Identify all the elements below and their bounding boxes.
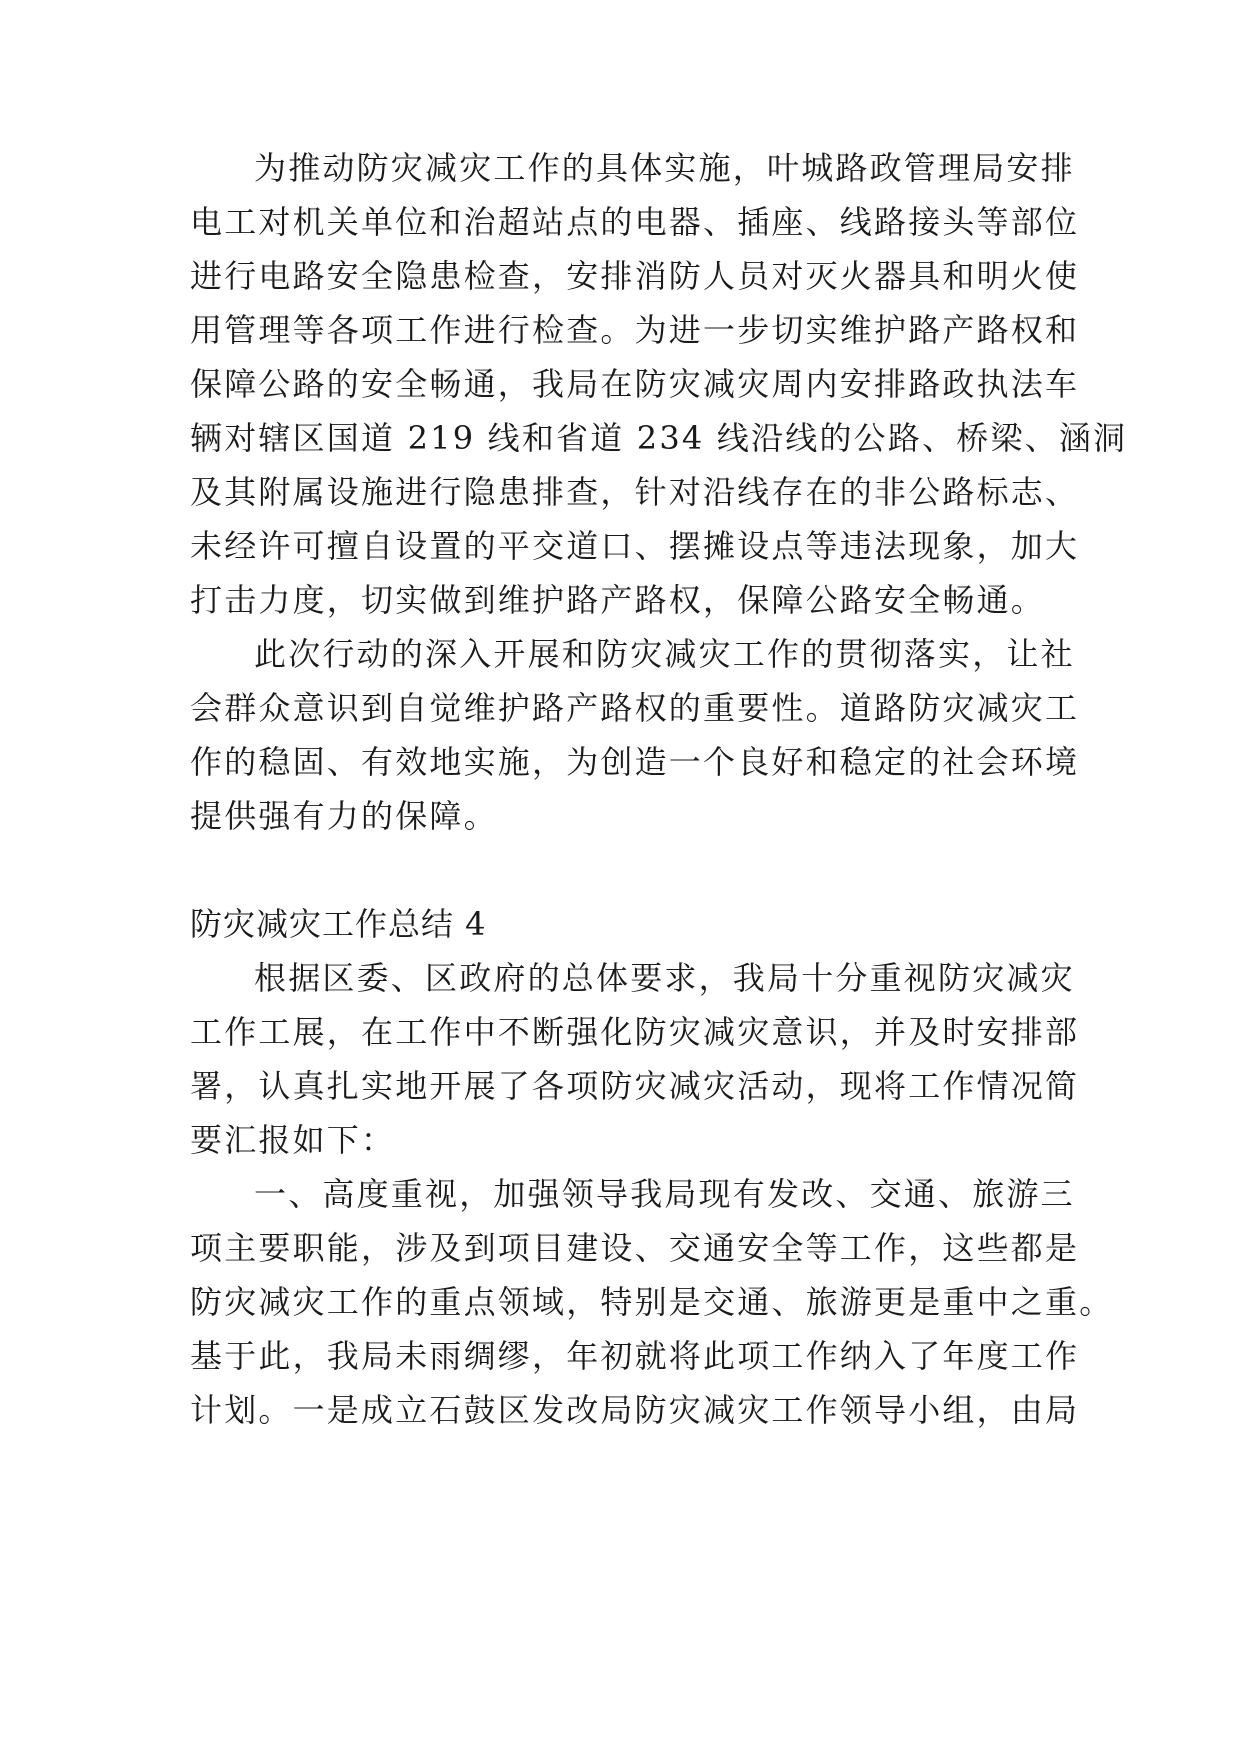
text-line: 提供强有力的保障。 xyxy=(190,797,498,835)
text-line: 打击力度，切实做到维护路产路权，保障公路安全畅通。 xyxy=(190,581,1046,619)
text-line: 计划。一是成立石鼓区发改局防灾减灾工作领导小组，由局 xyxy=(190,1391,1080,1429)
text-line: 会群众意识到自觉维护路产路权的重要性。道路防灾减灾工 xyxy=(190,689,1080,727)
text-line: 电工对机关单位和治超站点的电器、插座、线路接头等部位 xyxy=(190,203,1080,241)
text-line: 保障公路的安全畅通，我局在防灾减灾周内安排路政执法车 xyxy=(190,365,1080,403)
text-line: 要汇报如下： xyxy=(190,1121,396,1159)
text-line: 作的稳固、有效地实施，为创造一个良好和稳定的社会环境 xyxy=(190,743,1080,781)
section-heading: 防灾减灾工作总结 4 xyxy=(190,905,487,943)
text-line: 防灾减灾工作的重点领域，特别是交通、旅游更是重中之重。 xyxy=(190,1283,1114,1321)
text-line: 署，认真扎实地开展了各项防灾减灾活动，现将工作情况简 xyxy=(190,1067,1080,1105)
text-line: 进行电路安全隐患检查，安排消防人员对灭火器具和明火使 xyxy=(190,257,1080,295)
text-line: 为推动防灾减灾工作的具体实施，叶城路政管理局安排 xyxy=(254,149,1075,187)
text-line: 及其附属设施进行隐患排查，针对沿线存在的非公路标志、 xyxy=(190,473,1080,511)
text-line: 一、高度重视，加强领导我局现有发改、交通、旅游三 xyxy=(254,1175,1075,1213)
text-line: 基于此，我局未雨绸缪，年初就将此项工作纳入了年度工作 xyxy=(190,1337,1080,1375)
text-line: 辆对辖区国道 219 线和省道 234 线沿线的公路、桥梁、涵洞 xyxy=(190,419,1128,457)
text-line: 此次行动的深入开展和防灾减灾工作的贯彻落实，让社 xyxy=(254,635,1075,673)
text-line: 项主要职能，涉及到项目建设、交通安全等工作，这些都是 xyxy=(190,1229,1080,1267)
text-line: 未经许可擅自设置的平交道口、摆摊设点等违法现象，加大 xyxy=(190,527,1080,565)
text-line: 工作工展，在工作中不断强化防灾减灾意识，并及时安排部 xyxy=(190,1013,1080,1051)
text-line: 根据区委、区政府的总体要求，我局十分重视防灾减灾 xyxy=(254,959,1075,997)
text-line: 用管理等各项工作进行检查。为进一步切实维护路产路权和 xyxy=(190,311,1080,349)
